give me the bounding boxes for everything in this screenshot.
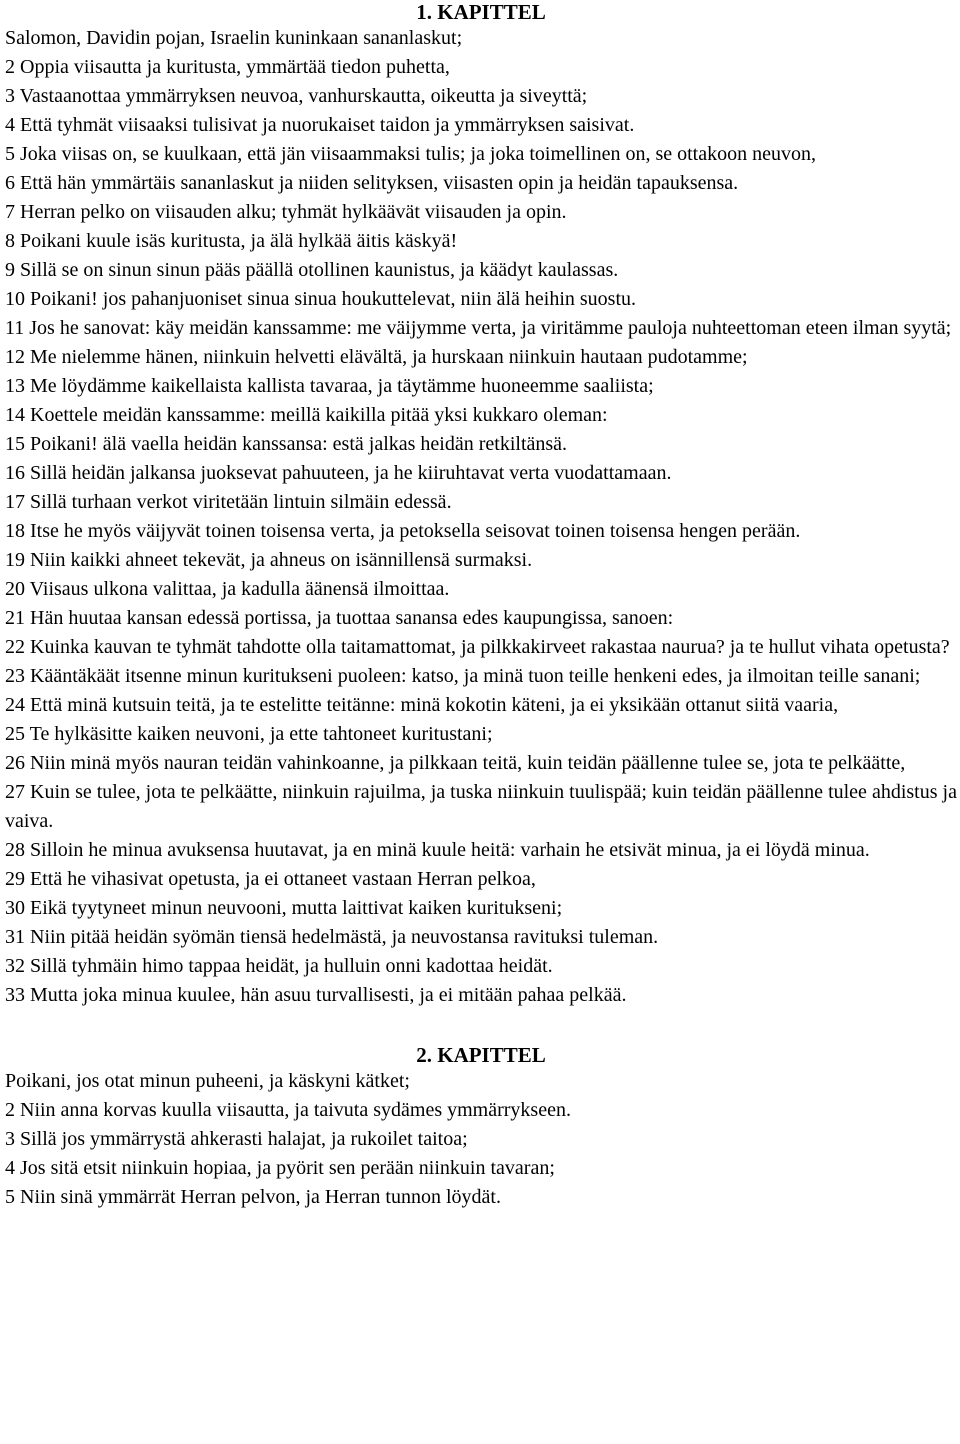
verse: 5 Niin sinä ymmärrät Herran pelvon, ja Herran tunnon löydät. — [5, 1186, 501, 1208]
verse: 4 Että tyhmät viisaaksi tulisivat ja nuorukaiset taidon ja ymmärryksen saisivat. — [5, 114, 635, 136]
chapter-1 — [5, 0, 957, 1010]
verse: 8 Poikani kuule isäs kuritusta, ja älä hylkää äitis käskyä! — [5, 230, 458, 252]
verse: Salomon, Davidin pojan, Israelin kuninkaan sananlaskut; — [5, 27, 463, 49]
verse: 20 Viisaus ulkona valittaa, ja kadulla äänensä ilmoittaa. — [5, 578, 450, 600]
verse: 3 Vastaanottaa ymmärryksen neuvoa, vanhurskautta, oikeutta ja siveyttä; — [5, 85, 588, 107]
verse: 7 Herran pelko on viisauden alku; tyhmät hylkäävät viisauden ja opin. — [5, 201, 567, 223]
verse: 10 Poikani! jos pahanjuoniset sinua sinua houkuttelevat, niin älä heihin suostu. — [5, 288, 637, 310]
verse: 27 Kuin se tulee, jota te pelkäätte, niinkuin rajuilma, ja tuska niinkuin tuulispää; kuin teidän päällenne tulee ahdistus ja vaiva. — [5, 781, 957, 832]
chapter-2-title: 2. KAPITTEL — [416, 1043, 546, 1067]
verse: 28 Silloin he minua avuksensa huutavat, ja en minä kuule heitä: varhain he etsivät minua, ja ei löydä minua. — [5, 839, 870, 861]
verse: 30 Eikä tyytyneet minun neuvooni, mutta laittivat kaiken kuritukseni; — [5, 897, 563, 919]
verse: 21 Hän huutaa kansan edessä portissa, ja tuottaa sanansa edes kaupungissa, sanoen: — [5, 607, 674, 629]
verse: 5 Joka viisas on, se kuulkaan, että jän viisaammaksi tulis; ja joka toimellinen on, se ottakoon neuvon, — [5, 143, 816, 165]
verse: 9 Sillä se on sinun sinun pääs päällä otollinen kaunistus, ja käädyt kaulassas. — [5, 259, 619, 281]
verse: 31 Niin pitää heidän syömän tiensä hedelmästä, ja neuvostansa ravituksi tuleman. — [5, 926, 659, 948]
verse: 11 Jos he sanovat: käy meidän kanssamme: me väijymme verta, ja viritämme pauloja nuhteettoman eteen ilman syytä; — [5, 317, 952, 339]
chapter-gap — [5, 1010, 957, 1043]
chapter-1-verses — [5, 24, 957, 1010]
verse: 33 Mutta joka minua kuulee, hän asuu turvallisesti, ja ei mitään pahaa pelkää. — [5, 984, 627, 1006]
chapter-2-verses — [5, 1067, 957, 1212]
chapter-2 — [5, 1043, 957, 1212]
verse: 23 Kääntäkäät itsenne minun kuritukseni puoleen: katso, ja minä tuon teille henkeni edes, ja ilmoitan teille sanani; — [5, 665, 921, 687]
verse: 24 Että minä kutsuin teitä, ja te estelitte teitänne: minä kokotin käteni, ja ei yksikään ottanut siitä vaaria, — [5, 694, 839, 716]
verse: 2 Oppia viisautta ja kuritusta, ymmärtää tiedon puhetta, — [5, 56, 450, 78]
verse: 12 Me nielemme hänen, niinkuin helvetti elävältä, ja hurskaan niinkuin hautaan pudotamme; — [5, 346, 748, 368]
verse: 19 Niin kaikki ahneet tekevät, ja ahneus on isännillensä surmaksi. — [5, 549, 533, 571]
verse: 32 Sillä tyhmäin himo tappaa heidät, ja hulluin onni kadottaa heidät. — [5, 955, 553, 977]
verse: 3 Sillä jos ymmärrystä ahkerasti halajat, ja rukoilet taitoa; — [5, 1128, 468, 1150]
verse: Poikani, jos otat minun puheeni, ja käskyni kätket; — [5, 1070, 410, 1092]
verse: 26 Niin minä myös nauran teidän vahinkoanne, ja pilkkaan teitä, kuin teidän päällenne tulee se, jota te pelkäätte, — [5, 752, 906, 774]
verse: 29 Että he vihasivat opetusta, ja ei ottaneet vastaan Herran pelkoa, — [5, 868, 536, 890]
chapter-1-title: 1. KAPITTEL — [416, 0, 546, 24]
verse: 16 Sillä heidän jalkansa juoksevat pahuuteen, ja he kiiruhtavat verta vuodattamaan. — [5, 462, 672, 484]
verse: 2 Niin anna korvas kuulla viisautta, ja taivuta sydämes ymmärrykseen. — [5, 1099, 571, 1121]
verse: 4 Jos sitä etsit niinkuin hopiaa, ja pyörit sen perään niinkuin tavaran; — [5, 1157, 555, 1179]
verse: 22 Kuinka kauvan te tyhmät tahdotte olla taitamattomat, ja pilkkakirveet rakastaa naurua? ja te hullut vihata opetusta? — [5, 636, 950, 658]
verse: 14 Koettele meidän kanssamme: meillä kaikilla pitää yksi kukkaro oleman: — [5, 404, 608, 426]
verse: 25 Te hylkäsitte kaiken neuvoni, ja ette tahtoneet kuritustani; — [5, 723, 493, 745]
verse: 18 Itse he myös väijyvät toinen toisensa verta, ja petoksella seisovat toinen toisensa hengen perään. — [5, 520, 801, 542]
verse: 13 Me löydämme kaikellaista kallista tavaraa, ja täytämme huoneemme saaliista; — [5, 375, 654, 397]
verse: 15 Poikani! älä vaella heidän kanssansa: estä jalkas heidän retkiltänsä. — [5, 433, 568, 455]
document-page — [5, 0, 957, 1212]
verse: 17 Sillä turhaan verkot viritetään lintuin silmäin edessä. — [5, 491, 452, 513]
verse: 6 Että hän ymmärtäis sananlaskut ja niiden selityksen, viisasten opin ja heidän tapauksensa. — [5, 172, 739, 194]
